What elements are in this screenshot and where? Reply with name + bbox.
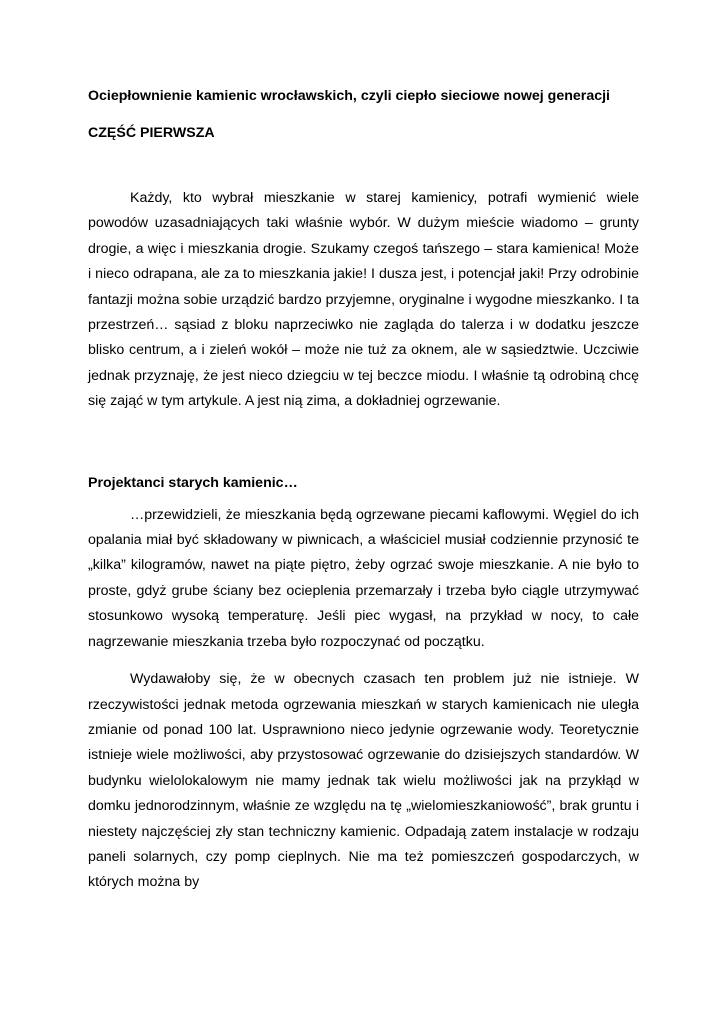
intro-paragraph: Każdy, kto wybrał mieszkanie w starej kamienicy, potrafi wymienić wiele powodów uzasadniających taki właśnie wybór. W dużym mieście wiadomo – grunty drogie, a więc i mieszkania drogie. Szukamy czegoś tańszego – stara kamienica! Może i nieco odrapana, ale za to mieszkania jakie! I dusza jest, i potencjał jaki! Przy odrobinie fantazji można sobie urządzić bardzo przyjemne, oryginalne i wygodne mieszkanko. I ta przestrzeń… sąsiad z bloku naprzeciwko nie zagląda do talerza i w dodatku jeszcze blisko centrum, a i zieleń wokół – może nie tuż za oknem, ale w sąsiedztwie. Uczciwie jednak przyznaję, że jest nieco dziegciu w tej beczce miodu. I właśnie tą odrobiną chcę się zająć w tym artykule. A jest nią zima, a dokładniej ogrzewanie. [88,190,639,410]
section-heading: Projektanci starych kamienic… [88,474,298,491]
document-title: Ociepłownienie kamienic wrocławskich, czyli ciepło sieciowe nowej generacji [88,88,610,104]
document-page [88,86,639,896]
section-paragraph-2: Wydawałoby się, że w obecnych czasach ten problem już nie istnieje. W rzeczywistości jednak metoda ogrzewania mieszkań w starych kamienicach nie uległa zmianie od ponad 100 lat. Usprawniono nieco jedynie ogrzewanie wody. Teoretycznie istnieje wiele możliwości, aby przystosować ogrzewanie do dzisiejszych standardów. W budynku wielolokalowym nie mamy jednak tak wielu możliwości jak na przykłąd w domku jednorodzinnym, właśnie ze względu na tę „wielomieszkaniowość”, brak gruntu i niestety najczęściej zły stan techniczny kamienic. Odpadają zatem instalacje w rodzaju paneli solarnych, czy pomp cieplnych. Nie ma też pomieszczeń gospodarczych, w których można by [88,671,639,891]
part-heading: CZĘŚĆ PIERWSZA [88,125,215,141]
section-paragraph-1: …przewidzieli, że mieszkania będą ogrzewane piecami kaflowymi. Węgiel do ich opalania miał być składowany w piwnicach, a właściciel musiał codziennie przynosić te „kilka” kilogramów, nawet na piąte piętro, żeby ogrzać swoje mieszkanie. A nie było to proste, gdyż grube ściany bez ocieplenia przemarzały i trzeba było ciągle utrzymywać stosunkowo wysoką temperaturę. Jeśli piec wygasł, na przykład w nocy, to całe nagrzewanie mieszkania trzeba było rozpoczynać od początku. [88,506,639,650]
